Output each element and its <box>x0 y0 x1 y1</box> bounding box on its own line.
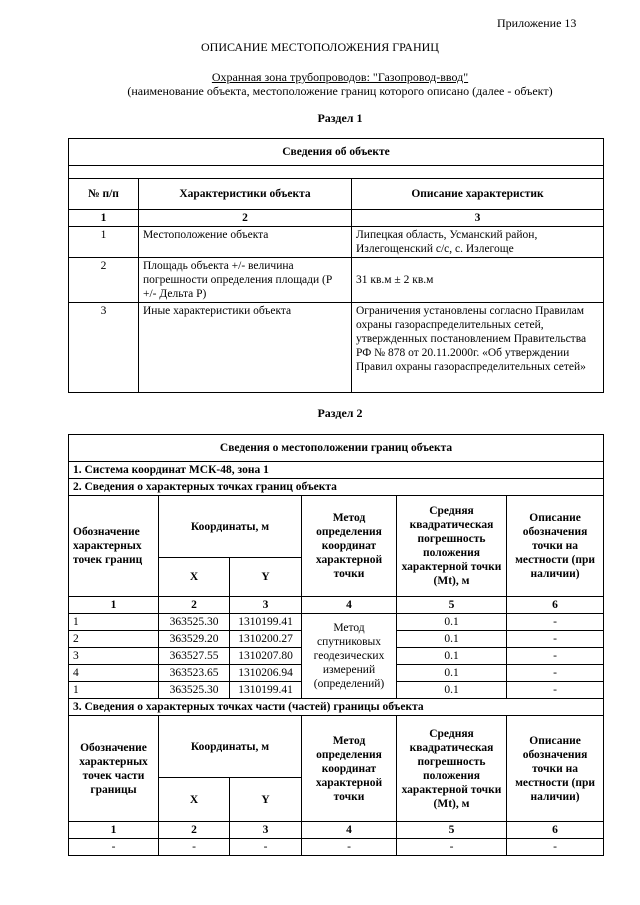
col-number-1: 1 <box>69 210 139 227</box>
col-number-6: 6 <box>507 822 604 839</box>
header-description: Описание характеристик <box>352 179 604 210</box>
row-description: 31 кв.м ± 2 кв.м <box>352 258 604 303</box>
point-id: 3 <box>69 648 159 665</box>
header-point: Обозначение характерных точек границ <box>69 496 159 597</box>
header-method: Метод определения координат характерной точки <box>302 716 397 822</box>
point-error: 0.1 <box>397 665 507 682</box>
table-row <box>69 614 604 631</box>
header-number: № п/п <box>69 179 139 210</box>
point-error: 0.1 <box>397 682 507 699</box>
boundaries-title: Сведения о местоположении границ объекта <box>69 435 604 462</box>
point-id: 1 <box>69 682 159 699</box>
row-number: 1 <box>69 227 139 258</box>
empty-cell: - <box>507 839 604 856</box>
point-y: 1310206.94 <box>230 665 302 682</box>
point-description: - <box>507 682 604 699</box>
header-error: Средняя квадратическая погрешность положения характерной точки (Mt), м <box>397 716 507 822</box>
col-number-5: 5 <box>397 822 507 839</box>
header-x: X <box>159 558 230 597</box>
row-number: 2 <box>69 258 139 303</box>
empty-cell: - <box>230 839 302 856</box>
table-row <box>69 839 604 856</box>
spacer-row <box>69 166 604 179</box>
point-y: 1310207.80 <box>230 648 302 665</box>
document-title: ОПИСАНИЕ МЕСТОПОЛОЖЕНИЯ ГРАНИЦ <box>201 40 439 54</box>
header-coordinates: Координаты, м <box>159 716 302 778</box>
point-x: 363525.30 <box>159 682 230 699</box>
row-characteristic: Местоположение объекта <box>139 227 352 258</box>
point-error: 0.1 <box>397 614 507 631</box>
section-2-title: Раздел 2 <box>317 406 363 420</box>
point-id: 1 <box>69 614 159 631</box>
point-y: 1310199.41 <box>230 682 302 699</box>
object-name: Охранная зона трубопроводов: "Газопровод-ввод" <box>211 70 469 84</box>
table-row <box>69 303 604 393</box>
header-y: Y <box>230 558 302 597</box>
point-y: 1310200.27 <box>230 631 302 648</box>
empty-cell: - <box>159 839 230 856</box>
header-point-description: Описание обозначения точки на местности (при наличии) <box>507 496 604 597</box>
point-x: 363529.20 <box>159 631 230 648</box>
header-characteristic: Характеристики объекта <box>139 179 352 210</box>
point-x: 363525.30 <box>159 614 230 631</box>
col-number-2: 2 <box>159 822 230 839</box>
empty-cell: - <box>302 839 397 856</box>
col-number-2: 2 <box>159 597 230 614</box>
point-y: 1310199.41 <box>230 614 302 631</box>
header-method: Метод определения координат характерной точки <box>302 496 397 597</box>
col-number-1: 1 <box>69 597 159 614</box>
boundaries-table <box>68 434 604 856</box>
point-description: - <box>507 631 604 648</box>
row-description: Ограничения установлены согласно Правилам охраны газораспределительных сетей, утвержденных постановлением Правительства РФ № 878 от 20.11.2000г. «Об утверждении Правил охраны газораспределительных сетей» <box>352 303 604 393</box>
point-description: - <box>507 648 604 665</box>
point-id: 4 <box>69 665 159 682</box>
table-row <box>69 227 604 258</box>
col-number-2: 2 <box>139 210 352 227</box>
col-number-3: 3 <box>230 822 302 839</box>
point-description: - <box>507 665 604 682</box>
row-description: Липецкая область, Усманский район, Излегощенский с/с, с. Излегоще <box>352 227 604 258</box>
point-x: 363523.65 <box>159 665 230 682</box>
col-number-3: 3 <box>230 597 302 614</box>
object-caption: (наименование объекта, местоположение границ которого описано (далее - объект) <box>127 84 553 98</box>
header-point-description: Описание обозначения точки на местности (при наличии) <box>507 716 604 822</box>
row-number: 3 <box>69 303 139 393</box>
empty-cell: - <box>397 839 507 856</box>
header-part-point: Обозначение характерных точек части границы <box>69 716 159 822</box>
empty-cell: - <box>69 839 159 856</box>
col-number-6: 6 <box>507 597 604 614</box>
point-description: - <box>507 614 604 631</box>
row-characteristic: Иные характеристики объекта <box>139 303 352 393</box>
point-error: 0.1 <box>397 631 507 648</box>
header-x: X <box>159 778 230 822</box>
method-cell: Метод спутниковых геодезических измерений (определений) <box>302 614 397 699</box>
header-y: Y <box>230 778 302 822</box>
header-coordinates: Координаты, м <box>159 496 302 558</box>
point-id: 2 <box>69 631 159 648</box>
point-x: 363527.55 <box>159 648 230 665</box>
col-number-4: 4 <box>302 822 397 839</box>
boundary-points-heading: 2. Сведения о характерных точках границ объекта <box>69 479 604 496</box>
col-number-5: 5 <box>397 597 507 614</box>
part-points-heading: 3. Сведения о характерных точках части (частей) границы объекта <box>69 699 604 716</box>
header-error: Средняя квадратическая погрешность положения характерной точки (Mt), м <box>397 496 507 597</box>
point-error: 0.1 <box>397 648 507 665</box>
object-info-table <box>68 138 604 393</box>
section-1-title: Раздел 1 <box>317 111 363 125</box>
object-info-title: Сведения об объекте <box>69 139 604 166</box>
table-row <box>69 258 604 303</box>
col-number-1: 1 <box>69 822 159 839</box>
coordinate-system: 1. Система координат МСК-48, зона 1 <box>69 462 604 479</box>
row-characteristic: Площадь объекта +/- величина погрешности определения площади (Р +/- Дельта Р) <box>139 258 352 303</box>
col-number-3: 3 <box>352 210 604 227</box>
appendix-label: Приложение 13 <box>497 16 577 30</box>
col-number-4: 4 <box>302 597 397 614</box>
